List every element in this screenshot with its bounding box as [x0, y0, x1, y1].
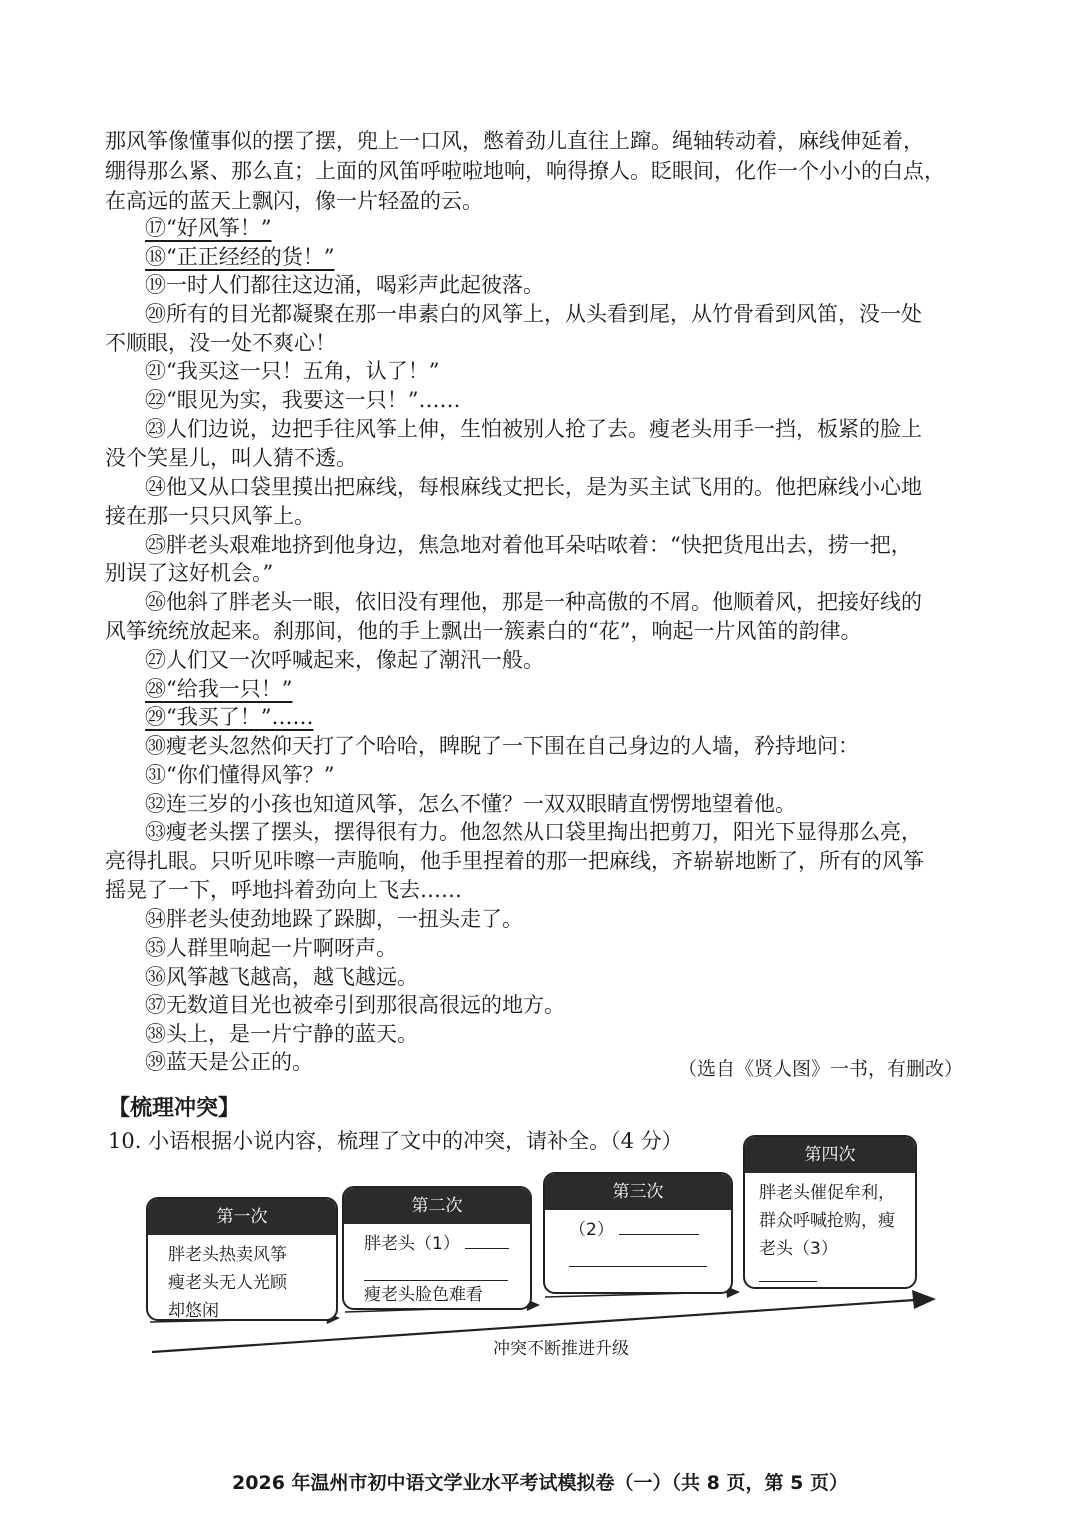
passage-line: ㉔他又从口袋里摸出把麻线，每根麻线丈把长，是为买主试飞用的。他把麻线小心地 [145, 475, 922, 499]
passage-line: 接在那一只只风筝上。 [105, 504, 315, 528]
passage-line: ⑰“好风筝！” [145, 216, 272, 240]
card-line: 老头（3） [759, 1239, 838, 1259]
passage-line: ㉘“给我一只！” [145, 677, 293, 701]
passage-line: 在高远的蓝天上飘闪，像一片轻盈的云。 [105, 189, 483, 213]
card-title: 第四次 [745, 1137, 915, 1173]
passage-line: ㉜连三岁的小孩也知道风筝，怎么不懂？一双双眼睛直愣愣地望着他。 [145, 792, 796, 816]
passage-line: ⑱“正正经经的货！” [145, 245, 335, 269]
passage-line: ㊳头上，是一片宁静的蓝天。 [145, 1022, 418, 1046]
conflict-card-4 [743, 1135, 917, 1289]
passage-line: ㉛“你们懂得风筝？” [145, 763, 335, 787]
passage-line: ㊴蓝天是公正的。 [145, 1050, 313, 1074]
passage-line: 亮得扎眼。只听见咔嚓一声脆响，他手里捏着的那一把麻线，齐崭崭地断了，所有的风筝 [105, 849, 924, 873]
card-line: 胖老头催促牟利， [759, 1183, 895, 1203]
card-title: 第一次 [148, 1199, 336, 1235]
passage-line: ㉝瘦老头摆了摆头，摆得很有力。他忽然从口袋里掏出把剪刀，阳光下显得那么亮， [145, 820, 922, 844]
passage-line: 绷得那么紧、那么直；上面的风笛呼啦啦地响，响得撩人。眨眼间，化作一个小小的白点， [105, 159, 945, 183]
passage-line: 风筝统统放起来。刹那间，他的手上飘出一簇素白的“花”，响起一片风笛的韵律。 [105, 619, 862, 643]
passage-line: 没个笑星儿，叫人猜不透。 [105, 446, 357, 470]
passage-line: 别误了这好机会。” [105, 561, 274, 585]
source-citation: （选自《贤人图》一书，有删改） [678, 1058, 964, 1080]
passage-line: ㉑“我买这一只！五角，认了！” [145, 359, 440, 383]
card-line: 瘦老头脸色难看 [364, 1285, 483, 1305]
passage-line: 不顺眼，没一处不爽心！ [105, 331, 336, 355]
passage-line: ㉚瘦老头忽然仰天打了个哈哈，睥睨了一下围在自己身边的人墙，矜持地问： [145, 734, 859, 758]
answer-blank-2[interactable] [619, 1216, 699, 1235]
passage-line: ㉕胖老头艰难地挤到他身边，焦急地对着他耳朵咕哝着：“快把货甩出去，捞一把， [145, 533, 912, 557]
passage-line: ㊱风筝越飞越高，越飞越远。 [145, 965, 418, 989]
card-line: 瘦老头无人光顾 [168, 1273, 287, 1293]
passage-line: ⑳所有的目光都凝聚在那一串素白的风筝上，从头看到尾，从竹骨看到风笛，没一处 [145, 302, 922, 326]
card-line: 却悠闲 [168, 1301, 219, 1321]
long-arrow-head [912, 1290, 936, 1309]
conflict-card-2 [342, 1186, 532, 1310]
card-line: 群众呼喊抢购，瘦 [759, 1211, 895, 1231]
passage-line: ㉗人们又一次呼喊起来，像起了潮汛一般。 [145, 648, 544, 672]
passage-line: ㉒“眼见为实，我要这一只！”…… [145, 388, 461, 412]
answer-blank-1[interactable] [465, 1230, 509, 1249]
page-footer: 2026 年温州市初中语文学业水平考试模拟卷（一）（共 8 页，第 5 页） [232, 1472, 848, 1494]
passage-line: 摇晃了一下，呼地抖着劲向上飞去…… [105, 878, 462, 902]
card-title: 第三次 [545, 1174, 731, 1210]
section-title: 【梳理冲突】 [108, 1096, 241, 1121]
passage-line: ㉓人们边说，边把手往风筝上伸，生怕被别人抢了去。瘦老头用手一挡，板紧的脸上 [145, 417, 922, 441]
answer-blank-3[interactable] [759, 1263, 817, 1282]
passage-line: ㉞胖老头使劲地跺了跺脚，一扭头走了。 [145, 907, 523, 931]
card-line: 胖老头（1） [364, 1234, 460, 1254]
diagram-caption: 冲突不断推进升级 [493, 1339, 629, 1359]
passage-line: 那风筝像懂事似的摆了摆，兜上一口风，憋着劲儿直往上蹿。绳轴转动着，麻线伸延着， [105, 129, 924, 153]
answer-blank-1-continued[interactable] [364, 1258, 508, 1281]
conflict-card-3 [543, 1172, 733, 1294]
passage-line: ㉖他斜了胖老头一眼，依旧没有理他，那是一种高傲的不屑。他顺着风，把接好线的 [145, 590, 922, 614]
passage-line: ㉟人群里响起一片啊呀声。 [145, 936, 397, 960]
conflict-card-1 [146, 1197, 338, 1321]
passage-line: ⑲一时人们都往这边涌，喝彩声此起彼落。 [145, 273, 544, 297]
card-line: （2） [569, 1220, 614, 1240]
passage-line: ㊲无数道目光也被牵引到那很高很远的地方。 [145, 993, 565, 1017]
answer-blank-2-continued[interactable] [569, 1244, 707, 1267]
card-line: 胖老头热卖风筝 [168, 1245, 287, 1265]
passage-line: ㉙“我买了！”…… [145, 705, 314, 729]
card-title: 第二次 [344, 1188, 530, 1224]
question-10: 10. 小语根据小说内容，梳理了文中的冲突，请补全。（4 分） [108, 1129, 683, 1153]
